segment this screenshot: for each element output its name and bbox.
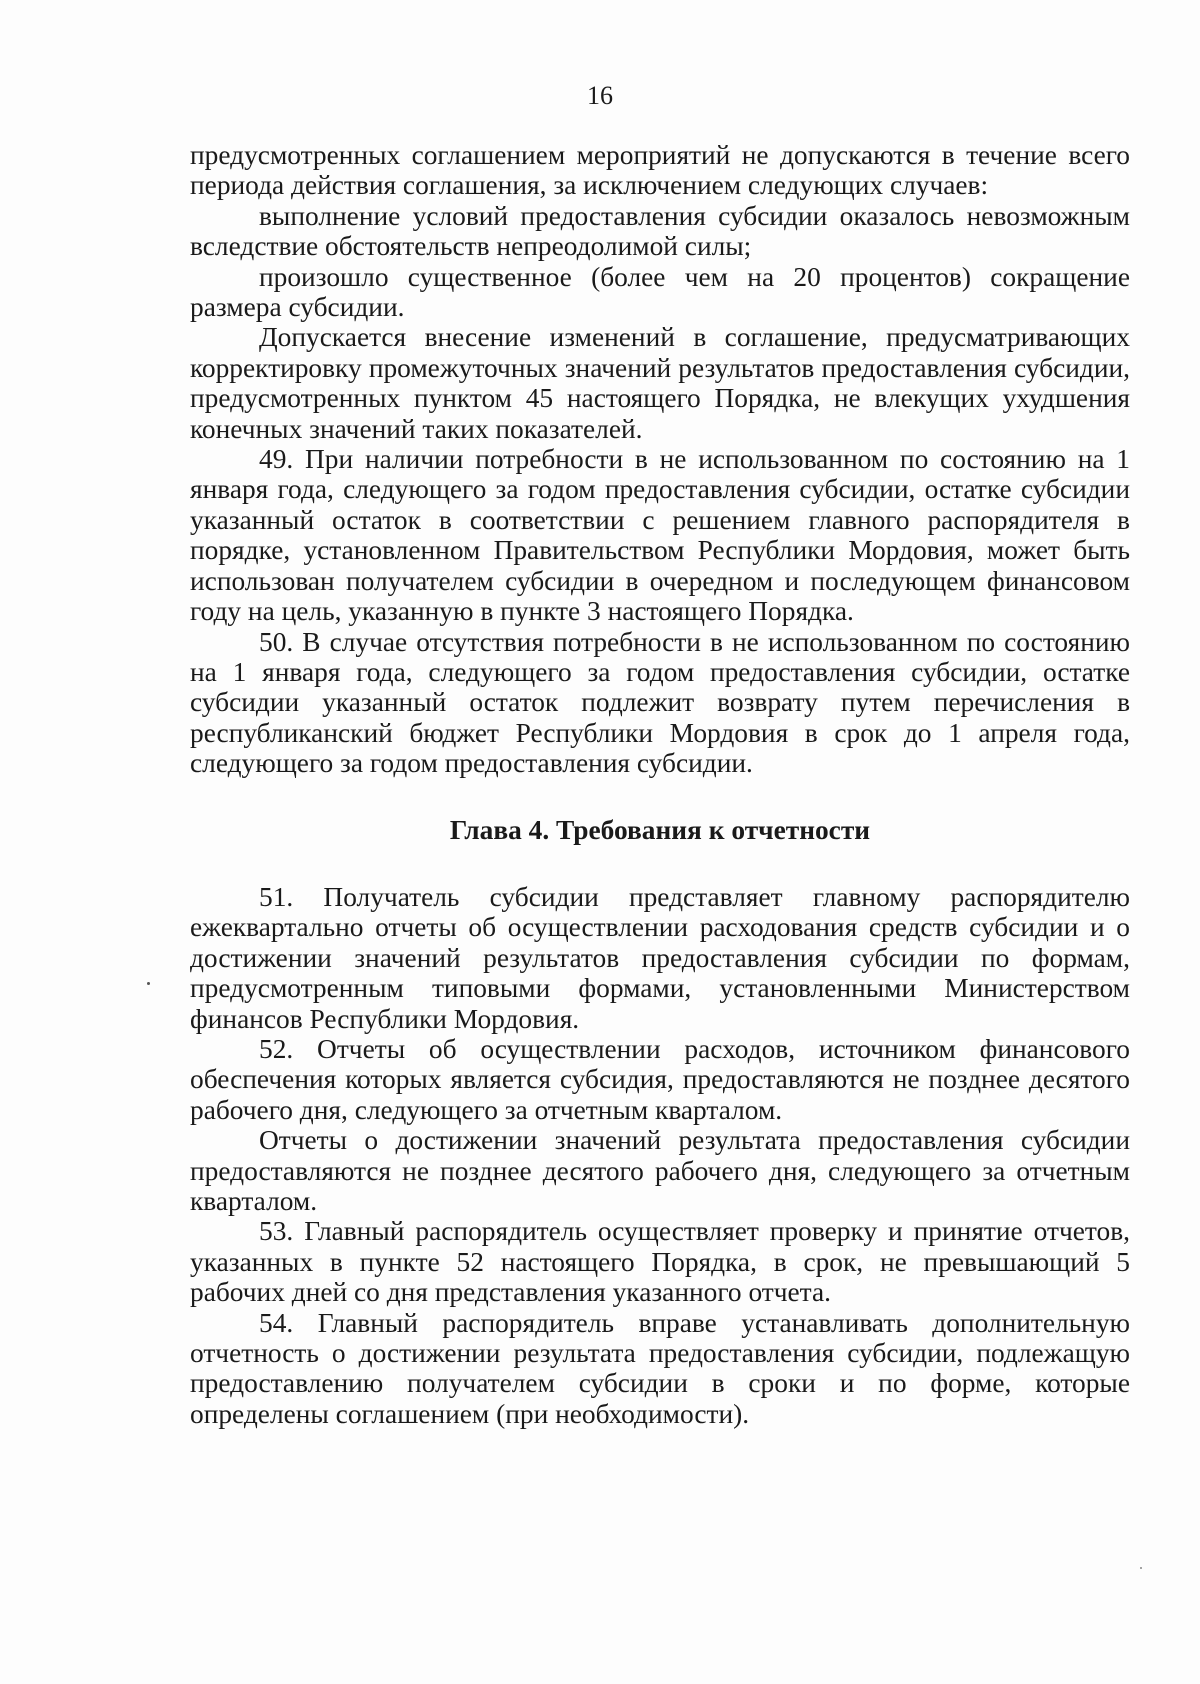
- paragraph-continuation: предусмотренных соглашением мероприятий не допускаются в течение всего периода действия соглашения, за исключением следующих случаев:: [190, 140, 1130, 201]
- document-body: [190, 140, 1130, 1429]
- paragraph-49: 49. При наличии потребности в не использованном по состоянию на 1 января года, следующего за годом предоставления субсидии, остатке субсидии указанный остаток в соответствии с решением главного распорядителя в порядке, установленном Правительством Республики Мордовия, может быть использован получателем субсидии в очередном и последующем финансовом году на цель, указанную в пункте 3 настоящего Порядка.: [190, 444, 1130, 627]
- paragraph-force-majeure: выполнение условий предоставления субсидии оказалось невозможным вследствие обстоятельств непреодолимой силы;: [190, 200, 1130, 262]
- chapter-heading: Глава 4. Требования к отчетности: [449, 814, 871, 845]
- scan-speck: [1140, 1567, 1142, 1569]
- paragraph-52-results-reports: Отчеты о достижении значений результата предоставления субсидии предоставляются не позднее десятого рабочего дня, следующего за отчетным кварталом.: [190, 1125, 1130, 1216]
- paragraph-53: 53. Главный распорядитель осуществляет проверку и принятие отчетов, указанных в пункте 52 настоящего Порядка, в срок, не превышающий 5 рабочих дней со дня представления указанного отчета.: [190, 1216, 1130, 1308]
- scan-speck: [147, 982, 150, 985]
- paragraph-50: 50. В случае отсутствия потребности в не использованном по состоянию на 1 января года, следующего за годом предоставления субсидии, остатке субсидии указанный остаток подлежит возврату путем перечисления в республиканский бюджет Республики Мордовия в срок до 1 апреля года, следующего за годом предоставления субсидии.: [190, 626, 1130, 779]
- paragraph-54: 54. Главный распорядитель вправе устанавливать дополнительную отчетность о достижении результата предоставления субсидии, подлежащую предоставлению получателем субсидии в сроки и по форме, которые определены соглашением (при необходимости).: [190, 1307, 1130, 1429]
- paragraph-agreement-changes: Допускается внесение изменений в соглашение, предусматривающих корректировку промежуточных значений результатов предоставления субсидии, предусмотренных пунктом 45 настоящего Порядка, не влекущих ухудшения конечных значений таких показателей.: [190, 322, 1130, 444]
- paragraph-51: 51. Получатель субсидии представляет главному распорядителю ежеквартально отчеты об осуществлении расходования средств субсидии и о достижении значений результатов предоставления субсидии по формам, предусмотренным типовыми формами, установленными Министерством финансов Республики Мордовия.: [190, 881, 1130, 1034]
- paragraph-subsidy-reduction: произошло существенное (более чем на 20 процентов) сокращение размера субсидии.: [190, 261, 1130, 323]
- page-number: 16: [587, 81, 613, 110]
- paragraph-52: 52. Отчеты об осуществлении расходов, источником финансового обеспечения которых является субсидия, предоставляются не позднее десятого рабочего дня, следующего за отчетным кварталом.: [190, 1033, 1130, 1125]
